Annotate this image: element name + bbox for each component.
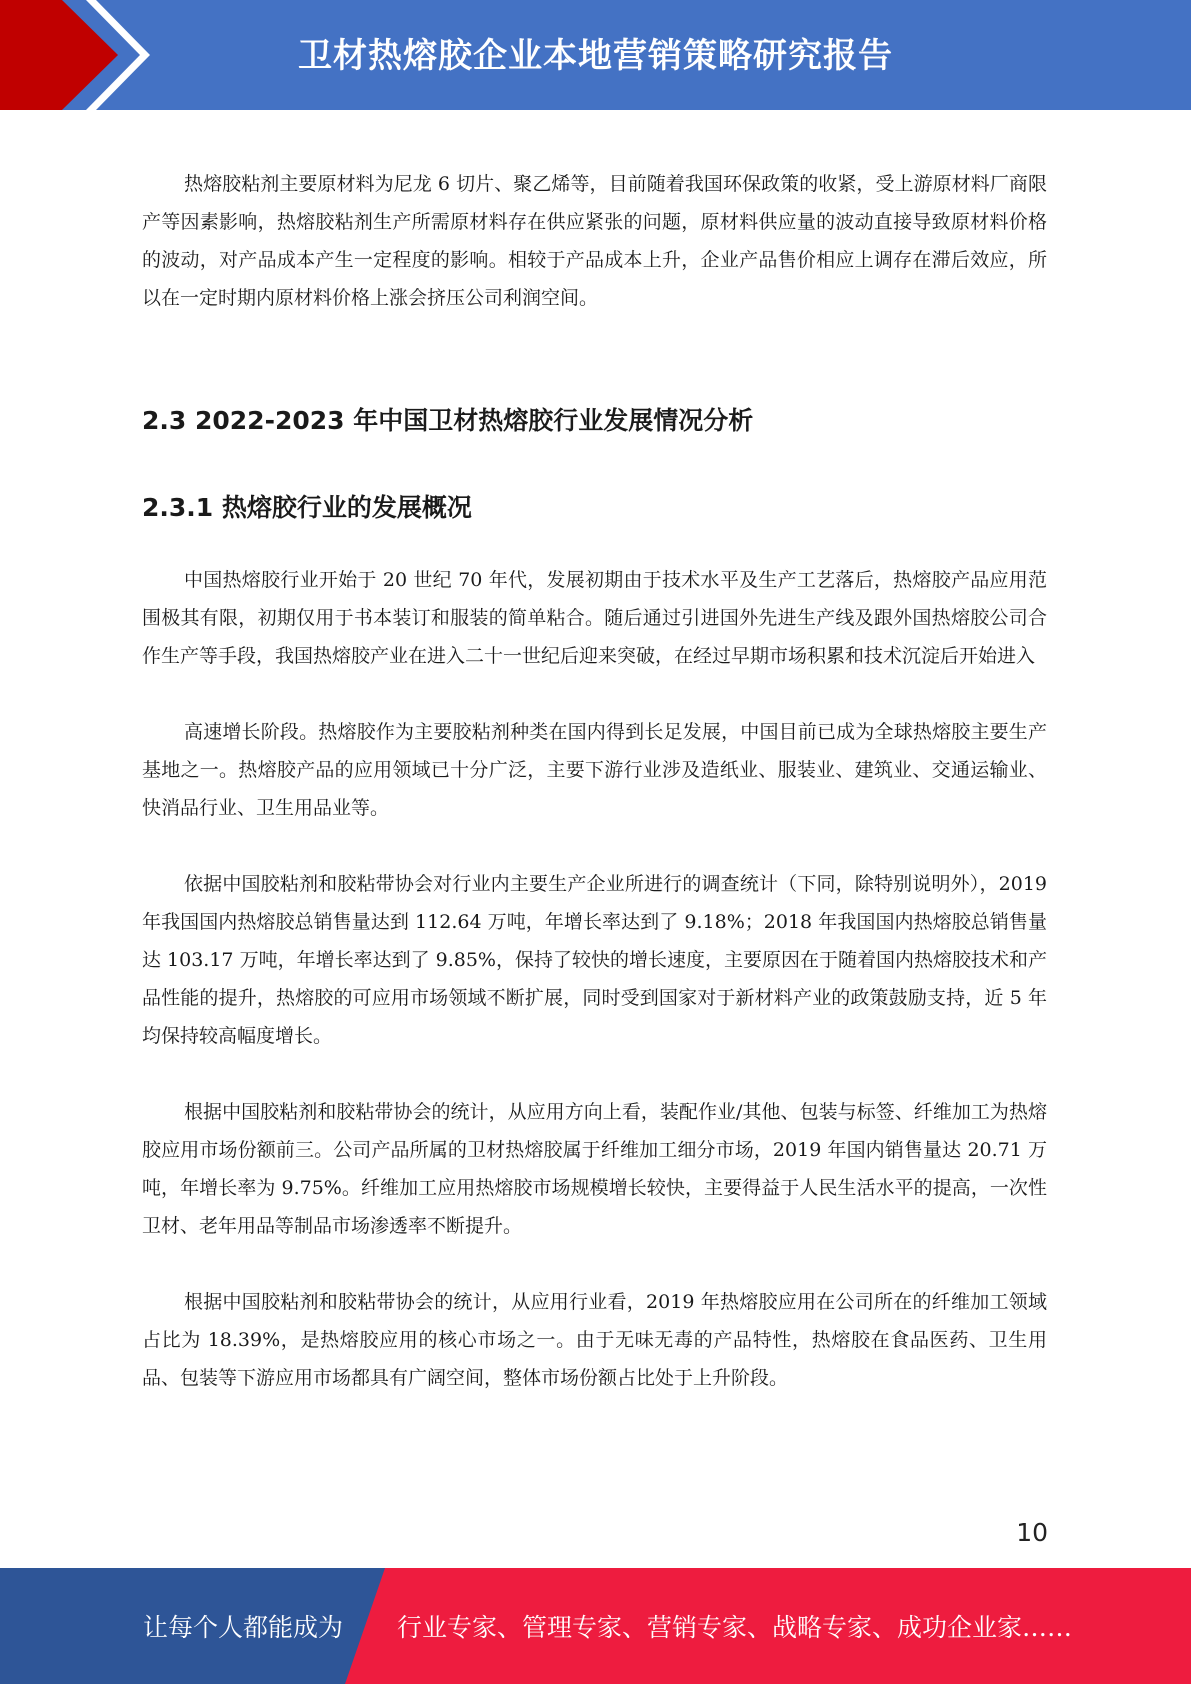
document-body xyxy=(142,165,1047,1397)
page-number: 10 xyxy=(1016,1518,1048,1547)
footer-slogan-right: 行业专家、管理专家、营销专家、战略专家、成功企业家…… xyxy=(397,1613,1073,1642)
paragraph: 依据中国胶粘剂和胶粘带协会对行业内主要生产企业所进行的调查统计（下同，除特别说明外），2019 年我国国内热熔胶总销售量达到 112.64 万吨，年增长率达到了 9.18%；2018 年我国国内热熔胶总销售量达 103.17 万吨，年增长率达到了 9.85%，保持了较快的增长速度，主要原因在于随着国内热熔胶技术和产品性能的提升，热熔胶的可应用市场领域不断扩展，同时受到国家对于新材料产业的政策鼓励支持，近 5 年均保持较高幅度增长。 xyxy=(142,873,1047,1047)
page-header xyxy=(0,0,1191,110)
paragraph: 中国热熔胶行业开始于 20 世纪 70 年代，发展初期由于技术水平及生产工艺落后，热熔胶产品应用范围极其有限，初期仅用于书本装订和服装的简单粘合。随后通过引进国外先进生产线及跟外国热熔胶公司合作生产等手段，我国热熔胶产业在进入二十一世纪后迎来突破，在经过早期市场积累和技术沉淀后开始进入 xyxy=(142,569,1047,667)
paragraph: 根据中国胶粘剂和胶粘带协会的统计，从应用方向上看，装配作业/其他、包装与标签、纤维加工为热熔胶应用市场份额前三。公司产品所属的卫材热熔胶属于纤维加工细分市场，2019 年国内销售量达 20.71 万吨，年增长率为 9.75%。纤维加工应用热熔胶市场规模增长较快，主要得益于人民生活水平的提高，一次性卫材、老年用品等制品市场渗透率不断提升。 xyxy=(142,1101,1047,1237)
footer-slogan-left: 让每个人都能成为 xyxy=(143,1613,344,1642)
report-title: 卫材热熔胶企业本地营销策略研究报告 xyxy=(298,36,893,76)
subsection-heading: 2.3.1 热熔胶行业的发展概况 xyxy=(142,493,472,522)
page-footer xyxy=(0,1568,1191,1684)
intro-paragraph: 热熔胶粘剂主要原材料为尼龙 6 切片、聚乙烯等，目前随着我国环保政策的收紧，受上游原材料厂商限产等因素影响，热熔胶粘剂生产所需原材料存在供应紧张的问题，原材料供应量的波动直接导致原材料价格的波动，对产品成本产生一定程度的影响。相较于产品成本上升，企业产品售价相应上调存在滞后效应，所以在一定时期内原材料价格上涨会挤压公司利润空间。 xyxy=(142,173,1047,309)
section-heading: 2.3 2022-2023 年中国卫材热熔胶行业发展情况分析 xyxy=(142,406,754,435)
header-chevron-icon xyxy=(0,0,160,110)
paragraph: 高速增长阶段。热熔胶作为主要胶粘剂种类在国内得到长足发展，中国目前已成为全球热熔胶主要生产基地之一。热熔胶产品的应用领域已十分广泛，主要下游行业涉及造纸业、服装业、建筑业、交通运输业、快消品行业、卫生用品业等。 xyxy=(142,721,1047,819)
paragraph: 根据中国胶粘剂和胶粘带协会的统计，从应用行业看，2019 年热熔胶应用在公司所在的纤维加工领域占比为 18.39%，是热熔胶应用的核心市场之一。由于无味无毒的产品特性，热熔胶在食品医药、卫生用品、包装等下游应用市场都具有广阔空间，整体市场份额占比处于上升阶段。 xyxy=(142,1291,1047,1389)
